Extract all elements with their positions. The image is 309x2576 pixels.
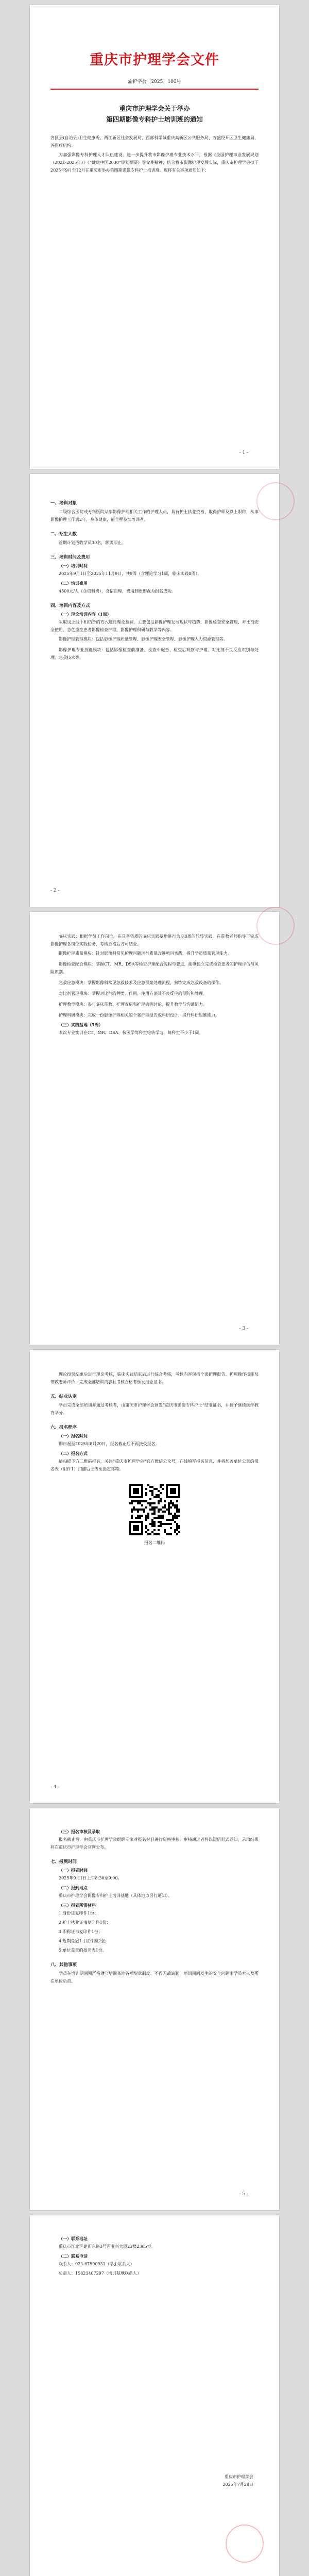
subsection-heading: （三）实践基地（5周） xyxy=(59,1022,103,1027)
list-item: 护理科研模块：完成一份影像护理相关的个案护理报告或科研设计，提升科研思维能力。 xyxy=(59,1013,219,1018)
paragraph: 请扫描下方二维码报名，关注“重庆市护理学会”官方微信公众号，在线填写报名信息，并将加盖单位公章的报名表（附件1）扫描后上传至指定邮箱。 xyxy=(50,1459,259,1471)
paragraph: 负责人：15823407297（培训基地联系人） xyxy=(59,2271,141,2276)
list-item: 4.近期免冠1寸证件照2张； xyxy=(59,1939,109,1943)
list-item: 影像护理管理模块：包括影像护理质量管理、影像护理安全管理、影像护理人力资源管理等。 xyxy=(59,637,228,641)
paragraph: 学员完成全部培训并通过考核者，由重庆市护理学会颁发“重庆市影像专科护士”结业证书，并授予继续医学教育学分。 xyxy=(50,1403,259,1415)
paragraph: 2025年9月1日上午8:30至9:00。 xyxy=(59,1876,122,1880)
signing-date: 2025年7月28日 xyxy=(222,2482,253,2487)
paragraph: 学员在培训期间须严格遵守培训基地各项规章制度，不得无故缺勤，培训期间发生的安全问题由学员本人及所在单位负责。 xyxy=(50,1971,259,1984)
notice-title xyxy=(50,103,259,125)
paragraph: 本次专业实训在CT、MR、DSA、核医学等科室轮转学习，每科室不少于1周。 xyxy=(59,1030,203,1035)
signature-block xyxy=(50,2473,259,2488)
page-number: - 1 - xyxy=(239,450,248,455)
intro-paragraph: 为加强影像专科护理人才队伍建设，进一步提升我市影像护理专业技术水平，根据《全国护理事业发展规划（2021-2025年）》《“健康中国2030”规划纲要》等文件精神，结合我市影像护理发展实际，重庆市护理学会拟于2025年9月至12月在重庆市举办第四期影像专科护士培训班。现将有关事项通知如下： xyxy=(50,152,259,173)
qr-caption: 报名二维码 xyxy=(144,1540,165,1545)
page-number: - 3 - xyxy=(239,1326,248,1331)
section-heading: 七、报到时间 xyxy=(50,1859,77,1865)
list-item: 2.护士执业证书复印件1份； xyxy=(59,1920,111,1925)
paragraph: 首期计划招收学员30名，额满即止。 xyxy=(59,540,126,545)
subsection-heading: （二）报到地点 xyxy=(59,1885,88,1890)
notice-title-line-2: 第四期影像专科护士培训班的通知 xyxy=(106,115,203,123)
subsection-heading: （二）联系电话 xyxy=(59,2253,88,2259)
salutation: 各区县(自治县)卫生健康委，两江新区社会发展局、西部科学城重庆高新区公共服务局、万盛经开区卫生健康局，各医疗机构： xyxy=(50,135,259,148)
page-4 xyxy=(30,1350,279,1803)
paragraph: 重庆市护理学会影像专科护士培训基地（具体地点另行通知）。 xyxy=(59,1893,172,1898)
qr-code-icon[interactable] xyxy=(127,1482,182,1537)
section-heading: 五、结业认定 xyxy=(50,1394,77,1399)
subsection-heading: （一）培训时间 xyxy=(59,563,88,568)
page-number: - 2 - xyxy=(50,888,60,893)
page-1 xyxy=(30,5,279,469)
subsection-heading: （二）报名方式 xyxy=(59,1451,88,1456)
subsection-heading: （三）报到所需材料 xyxy=(59,1903,96,1908)
page-3 xyxy=(30,912,279,1345)
list-item: 1.身份证复印件1份； xyxy=(59,1911,98,1916)
page-6 xyxy=(30,2215,279,2576)
list-item: 影像护理专业技能模块：包括影像检查前准备、检查中配合、检查后观察与护理、对比剂不良反应识别与处理、急救技术等。 xyxy=(50,648,259,660)
section-heading: 二、招生人数 xyxy=(50,532,77,537)
section-heading: 八、其他事项 xyxy=(50,1962,77,1968)
seal-stamp xyxy=(256,907,295,945)
subsection-heading: （一）报到时间 xyxy=(59,1868,88,1873)
paragraph: 临床实践：根据学员工作岗位，在具备资质的临床实践基地进行为期8周的轮转实践，在带教老师指导下完成影像护理各岗位实践任务，考核合格后方可结业。 xyxy=(50,934,259,946)
paragraph: 4500元/人（含资料费），食宿自理，费用到账即视为报名成功。 xyxy=(59,589,176,594)
seal-stamp xyxy=(256,482,295,520)
page-number: - 5 - xyxy=(239,2192,248,2197)
list-item: 影像护理质量模块：针对影像科常见护理问题进行质量改进项目实践，提升学员质量管理能力。 xyxy=(59,951,232,956)
subsection-heading: （一）报名时间 xyxy=(59,1433,88,1438)
list-item: 影像检查配合模块：掌握CT、MR、DSA等检查护理配合流程与要点，能够独立完成检查患者的护理评估与风险识别。 xyxy=(50,962,259,974)
section-heading: 一、培训对象 xyxy=(50,501,77,506)
paragraph: 2025年9月1日至2025年11月9日，共9周（含理论学习1周，临床实践8周）。 xyxy=(59,571,202,576)
document-number: 渝护学会〔2025〕100号 xyxy=(128,79,181,84)
paragraph: 重庆市江北区建新东路3号百业兴大厦23楼2305室。 xyxy=(59,2244,156,2249)
paragraph: 采取线上线下相结合的方式进行理论授课，主要包括影像护理发展现状与趋势、影像检查安全管理、对比剂安全使用、急危重症患者影像检查护理、影像护理科研与教学等内容。 xyxy=(50,620,259,632)
section-heading: 四、培训内容及方式 xyxy=(50,603,90,608)
page-5 xyxy=(30,1808,279,2210)
list-item: 护理教学模块：参与临床带教、护理查房和护理病例讨论，提升教学与沟通能力。 xyxy=(59,1002,207,1007)
paragraph: 联系人：023-67500931（学会联系人） xyxy=(59,2262,134,2266)
notice-title-line-1: 重庆市护理学会关于举办 xyxy=(119,105,190,112)
paragraph: 即日起至2025年8月20日，报名截止后不再接受报名。 xyxy=(59,1442,160,1446)
page-2 xyxy=(30,474,279,907)
paragraph: 二级综合医院或专科医院从事影像护理相关工作的护理人员，具有护士执业资格，取得护师及以上职称，从事影像护理工作满2年，身体健康，能全程参加培训者。 xyxy=(50,510,259,522)
official-seal xyxy=(226,2524,264,2563)
subsection-heading: （一）联系地址 xyxy=(59,2236,88,2241)
subsection-heading: （三）报名审核及录取 xyxy=(59,1829,100,1834)
document-header-title: 重庆市护理学会文件 xyxy=(90,52,219,68)
subsection-heading: （一）理论培训内容（1周） xyxy=(59,612,111,617)
subsection-heading: （二）培训费用 xyxy=(59,581,88,586)
qr-code-container xyxy=(50,1482,259,1537)
header-divider xyxy=(50,89,259,90)
list-item: 对比剂管理模块：掌握对比剂的种类、作用、使用方法及不良反应的预防和处理。 xyxy=(59,991,207,996)
section-heading: 六、报名程序 xyxy=(50,1425,77,1430)
list-item: 急救应急模块：掌握影像科常见急救技术及应急预案处理流程，熟练完成急救设备的操作。 xyxy=(59,980,224,985)
signing-organization: 重庆市护理学会 xyxy=(225,2475,253,2479)
section-heading: 三、培训时间及费用 xyxy=(50,555,90,560)
page-number: - 4 - xyxy=(50,1785,60,1790)
paragraph: 报名截止后，由重庆市护理学会组织专家对报名材料进行资格审核，审核通过者将以短信形式通知，录取结果将在重庆市护理学会官网公布。 xyxy=(50,1837,259,1850)
paragraph: 理论授课结束后进行理论考核，临床实践结束后进行综合考核，考核内容包括个案护理报告、护理操作技能及带教老师评价，完成全部培训内容且考核合格者颁发结业证书。 xyxy=(50,1372,259,1384)
list-item: 3.职称证书复印件1份； xyxy=(59,1929,102,1934)
list-item: 5.单位盖章的报名表1份。 xyxy=(59,1948,107,1953)
